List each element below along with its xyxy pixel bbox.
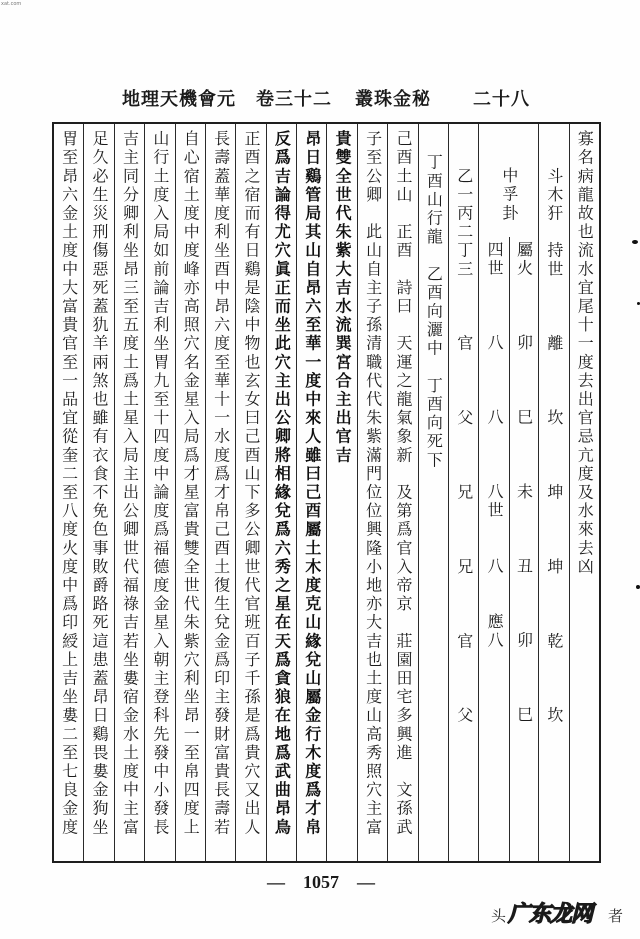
column-text: 斗木犴 持世 離 坎 坤 坤 乾 坎 — [544, 130, 564, 726]
text-grid — [52, 122, 601, 863]
text-column-6 — [387, 124, 417, 861]
leaf-number: 二十八 — [473, 89, 530, 110]
text-column-2 — [538, 124, 568, 861]
text-column-11 — [235, 124, 265, 861]
hexagram-right-subcolumn — [509, 241, 538, 725]
column-text: 貴雙全世代朱紫大吉水流巽宮合主出官吉 — [333, 130, 353, 465]
text-column-17 — [54, 124, 83, 861]
text-column-1 — [569, 124, 599, 861]
column-text: 丁酉山行龍 乙酉向灑中 丁酉向死下 — [424, 135, 444, 470]
text-column-15 — [114, 124, 144, 861]
watermark-brand: 广东龙网 — [508, 902, 593, 927]
text-column-7 — [357, 124, 387, 861]
folio-dash-right: — — [357, 872, 375, 892]
book-title: 地理天機會元 — [122, 89, 236, 110]
column-text: 自心宿土度中度峰亦高照穴名金星入局爲才星富貴雙全世代朱紫穴利坐昂一至帛四度上 — [181, 130, 201, 837]
hexagram-left-subcolumn — [479, 241, 508, 650]
text-column-9 — [296, 124, 326, 861]
column-text: 正酉之宿而有日鷄是陰中物也玄女曰己酉山下多公卿世代官班百子千孫是爲貴穴又出人 — [242, 130, 261, 837]
site-watermark: xat.com — [1, 1, 22, 7]
column-text: 吉主同分卿利坐昂三至五度土爲土星入局主出公卿世代福祿吉若坐婁宿金水土度中主富 — [120, 130, 140, 837]
text-column-8 — [326, 124, 356, 861]
watermark-prefix: 头 — [491, 907, 507, 925]
section-title: 叢珠金秘 — [355, 89, 431, 110]
hexagram-title: 中孚卦 — [499, 167, 519, 223]
column-text: 子至公卿 此山自主子孫清職代代朱紫滿門位位興隆小地亦大吉也土度山高秀照穴主富 — [363, 130, 383, 837]
scan-speck — [632, 240, 638, 244]
column-text: 四世 八 八 八世 八 應八 — [485, 241, 505, 651]
column-text: 寡名病龍故也流水宜尾十一度去出官忌亢度及水來去凶 — [575, 130, 595, 577]
column-text: 長壽蓋華度利坐酉中昂六度至華十一水度爲才帛己酉土復生兌金爲印主發財富貴長壽若 — [211, 130, 231, 837]
text-column-14 — [144, 124, 174, 861]
text-column-13 — [175, 124, 205, 861]
column-text: 己酉土山 正酉 詩曰 天運之龍氣象新 及第爲官入帝京 莊園田宅多興進 文孫武 — [393, 130, 413, 837]
column-text: 胃至昂六金土度中大富貴官至一品宜從奎二至八度火度中爲印綬上吉坐婁二至七良金度 — [59, 130, 79, 837]
page-number: 1057 — [303, 872, 339, 892]
text-column-12 — [205, 124, 235, 861]
column-text: 足久必生災刑傷惡死蓋犰羊兩煞也雖有衣食不免色事敗爵路死這患蓋昂日鷄畏婁金狗坐 — [90, 130, 110, 837]
hexagram-header — [479, 124, 538, 223]
volume-label: 卷三十二 — [256, 89, 332, 110]
text-column-10 — [266, 124, 296, 861]
text-column-5 — [418, 124, 448, 861]
column-text: 乙一丙二丁三 官 父 兄 兄 官 父 — [454, 130, 474, 726]
text-column-4 — [448, 124, 478, 861]
column-text: 屬火 卯 巳 未 丑 卯 巳 — [514, 241, 534, 725]
hexagram-column — [478, 124, 538, 861]
column-text: 昂日鷄管局其山自昂六至華一度中來人雖曰己酉屬土木度克山緣兌山屬金行木度爲才帛 — [302, 130, 322, 837]
column-text: 山行土度入局如前論吉利坐胃九至十四度中論度爲福德度金星入朝主登科先發中小發長 — [150, 130, 170, 837]
watermark-suffix: 者 — [608, 907, 624, 925]
folio-dash-left: — — [267, 872, 285, 892]
text-column-16 — [83, 124, 113, 861]
column-text: 反爲吉論得尤穴眞正而坐此穴主出公卿將相緣兌爲六秀之星在天爲貪狼在地爲武曲昂鳥 — [272, 130, 292, 837]
scan-speck — [636, 585, 640, 589]
